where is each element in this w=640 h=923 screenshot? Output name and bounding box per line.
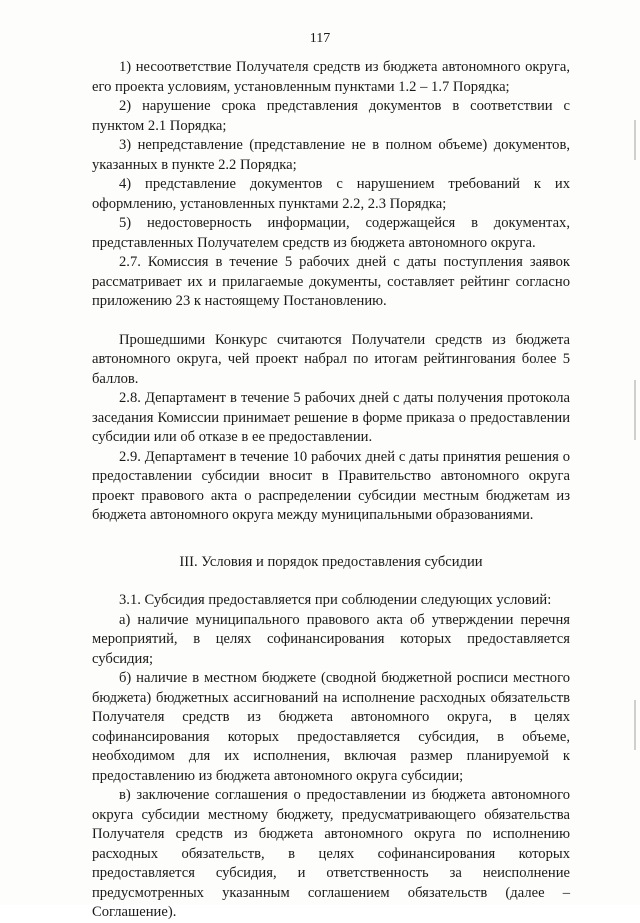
section-paragraph: б) наличие в местном бюджете (сводной бюджетной росписи местного бюджета) бюджетных ассигнований на исполнение расходных обязательств Получателя средств из бюджета автономного округа, в целях софинансирования которых предоставляется субсидия, в объеме, необходимом для их исполнения, включая размер планируемой к предоставлению из бюджета автономного округа субсидии; xyxy=(92,670,570,784)
paragraph: 1) несоответствие Получателя средств из бюджета автономного округа, его проекта условиям, установленным пунктами 1.2 – 1.7 Порядка; xyxy=(92,59,570,95)
paragraph: 2) нарушение срока представления документов в соответствии с пунктом 2.1 Порядка; xyxy=(92,98,570,134)
scan-edge-mark xyxy=(634,380,636,440)
paragraph: 2.8. Департамент в течение 5 рабочих дней с даты получения протокола заседания Комиссии принимает решение в форме приказа о предоставлении субсидии или об отказе в ее предоставлении. xyxy=(92,390,570,445)
paragraph: 3) непредставление (представление не в полном объеме) документов, указанных в пункте 2.2 Порядка; xyxy=(92,137,570,173)
section-paragraph: а) наличие муниципального правового акта об утверждении перечня мероприятий, в целях софинансирования которых предоставляется субсидия; xyxy=(92,611,570,667)
paragraph: 2.9. Департамент в течение 10 рабочих дней с даты принятия решения о предоставлении субсидии вносит в Правительство автономного округа проект правового акта о распределении субсидии местным бюджетам из бюджета автономного округа между муниципальными образованиями. xyxy=(92,448,570,523)
scan-edge-mark xyxy=(634,120,636,160)
page-number: 117 xyxy=(309,31,331,46)
paragraph: 4) представление документов с нарушением требований к их оформлению, установленных пунктами 2.2, 2.3 Порядка; xyxy=(92,176,570,212)
scan-edge-mark xyxy=(634,700,636,750)
paragraph: 2.7. Комиссия в течение 5 рабочих дней с даты поступления заявок рассматривает их и прилагаемые документы, составляет рейтинг согласно приложению 23 к настоящему Постановлению. xyxy=(92,254,570,309)
paragraph: 5) недостоверность информации, содержащейся в документах, представленных Получателем средств из бюджета автономного округа. xyxy=(92,215,570,251)
section-paragraph: в) заключение соглашения о предоставлении из бюджета автономного округа субсидии местному бюджету, предусматривающего обязательства Получателя средств из бюджета автономного округа по исполнению расходных обязательств, в целях софинансирования которых предоставляется субсидия, и ответственность за неисполнение предусмотренных указанным соглашением обязательств (далее – Соглашение). xyxy=(92,787,570,920)
paragraph: Прошедшими Конкурс считаются Получатели средств из бюджета автономного округа, чей проект набрал по итогам рейтингования более 5 баллов. xyxy=(92,331,570,387)
document-body xyxy=(92,58,570,923)
section-paragraph: 3.1. Субсидия предоставляется при соблюдении следующих условий: xyxy=(119,592,552,608)
section-heading: III. Условия и порядок предоставления субсидии xyxy=(179,553,483,570)
